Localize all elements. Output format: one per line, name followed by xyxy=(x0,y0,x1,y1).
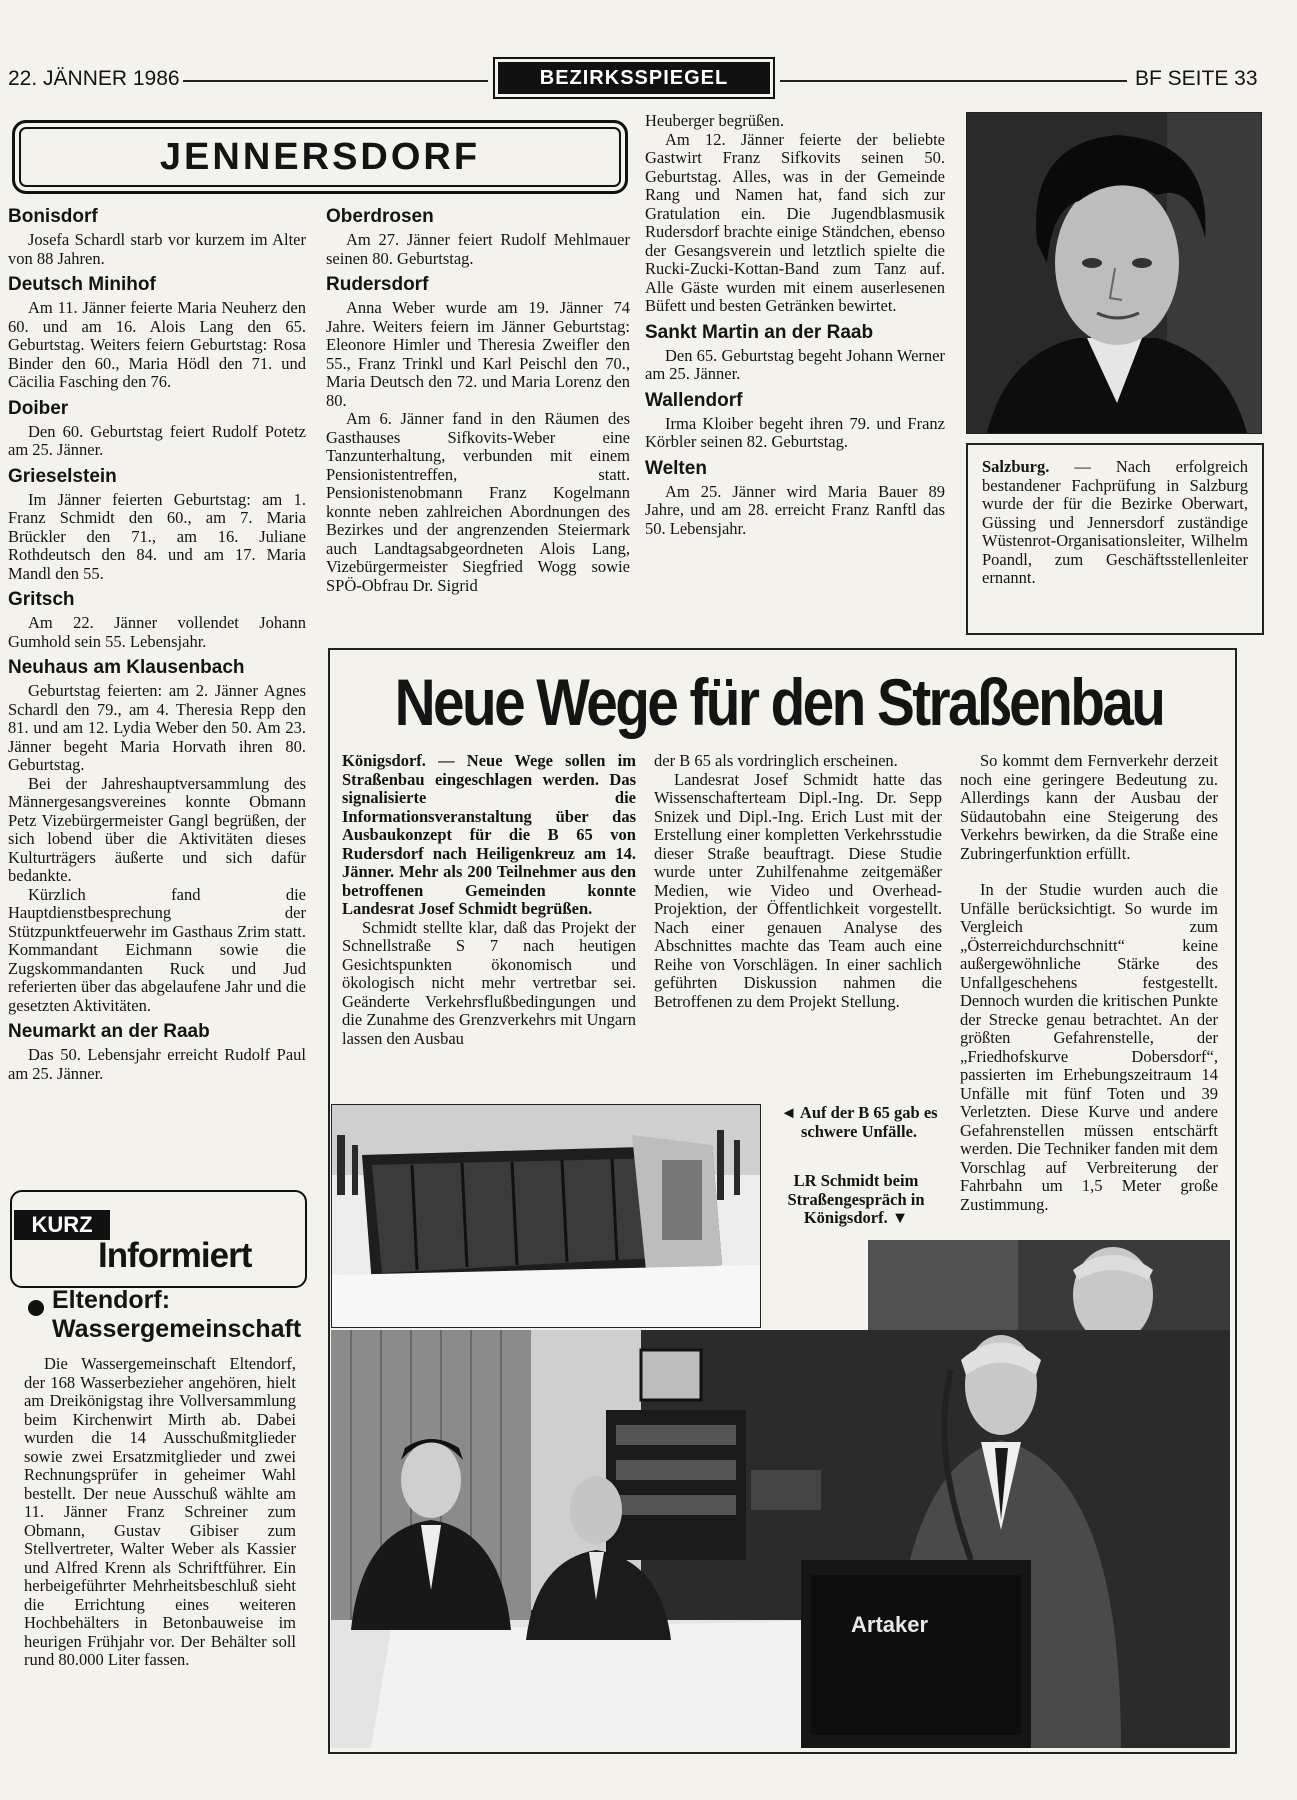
col1-text-6: Das 50. Lebensjahr erreicht Rudolf Paul am 25. Jänner. xyxy=(8,1045,306,1083)
col1-text-5-more-1: Kürzlich fand die Hauptdienstbesprechung der Stützpunktfeuerwehr im Gasthaus Zrim statt. Kommandant Eichmann sowie die Zugskommandanten Ruck und Jud referierten über das abgelaufene Jahr und die gesetzten Aktivitäten. xyxy=(8,884,306,1015)
caption-meeting: LR Schmidt beim Straßengespräch in Königsdorf. ▼ xyxy=(787,1171,925,1227)
col3-heading-0: Sankt Martin an der Raab xyxy=(645,321,874,343)
col3-text-0: Den 65. Geburtstag begeht Johann Werner am 25. Jänner. xyxy=(645,345,945,383)
kurz-headline: Eltendorf: Wassergemeinschaft xyxy=(52,1286,302,1343)
col1-heading-1: Deutsch Minihof xyxy=(8,274,156,295)
column-3 xyxy=(645,112,945,538)
caption-accident: ◄ Auf der B 65 gab es schwere Unfälle. xyxy=(780,1103,938,1141)
article-headline: Neue Wege für den Straßenbau xyxy=(394,665,1164,739)
portrait-photo xyxy=(966,112,1262,434)
col1-text-3: Im Jänner feierten Geburtstag: am 1. Franz Schmidt den 60., am 7. Maria Brückler den 71., am 16. Juliane Rothdeutsch den 84. und am 17. Maria Mandl den 55. xyxy=(8,489,306,583)
col3-paragraph: Am 12. Jänner feierte der beliebte Gastwirt Franz Sifkovits seinen 50. Geburtstag. Alles, was in der Gemeinde Rang und Namen hat, fand sich zur Gratulation ein. Die Jugendblasmusik Rudersdorf brachte einige Ständchen, ebenso der Gesangsverein und letztlich spielte die Rucki-Zucki-Kottan-Band zum Tanz auf. Alle Gäste wurden mit einem auserlesenen Büfett und besten Getränken bewirtet. xyxy=(645,129,945,315)
rubric-label: BEZIRKSSPIEGEL xyxy=(498,62,770,94)
article-column-1 xyxy=(342,752,636,1048)
lectern-label: Artaker xyxy=(851,1612,929,1637)
col1-heading-0: Bonisdorf xyxy=(8,206,98,227)
article-lead: Königsdorf. — Neue Wege sollen im Straßenbau eingeschlagen werden. Das signalisierte die Informationsveranstaltung über das Ausbaukonzept für die B 65 von Rudersdorf nach Heiligenkreuz am 14. Jänner. Mehr als 200 Teilnehmer aus den betroffenen Gemeinden konnte Landesrat Josef Schmidt begrüßen. xyxy=(342,751,636,918)
col2-heading-0: Oberdrosen xyxy=(326,206,434,227)
article-paragraph-2a: der B 65 als vordringlich erscheinen. xyxy=(654,751,898,770)
col1-heading-4: Gritsch xyxy=(8,589,75,610)
col3-heading-2: Welten xyxy=(645,457,707,479)
col2-heading-1: Rudersdorf xyxy=(326,274,429,295)
col1-heading-5: Neuhaus am Klausenbach xyxy=(8,657,245,678)
col1-text-4: Am 22. Jänner vollendet Johann Gumhold sein 55. Lebensjahr. xyxy=(8,613,306,651)
caption-text: — Nach erfolgreich bestandener Fachprüfung in Salzburg wurde der für die Bezirke Oberwart, Güssing und Jennersdorf zuständige Wüstenrot-Organisationsleiter, Wilhelm Poandl, zum Geschäftsstellenleiter ernannt. xyxy=(982,457,1248,587)
col1-heading-6: Neumarkt an der Raab xyxy=(8,1021,210,1042)
page-number: BF SEITE 33 xyxy=(1135,67,1258,90)
article-column-3 xyxy=(960,752,1218,1214)
article-paragraph-4: In der Studie wurden auch die Unfälle berücksichtigt. So wurde im Vergleich zum „Österreichdurchschnitt“ keine außergewöhnliche Stärke des Unfallgeschehens festgestellt. Dennoch wurden die kritischen Punkte der Strecke genau betrachtet. An der größten Gefahrenstelle, der „Friedhofskurve Dobersdorf“, passierten im Erhebungszeitraum 14 Unfälle mit fünf Toten und 39 Verletzten. Diese Kurve und andere Gefahrenstellen müssen entschärft werden. Die Techniker fanden mit dem Vorschlag auf Verbreiterung der Fahrbahn um 1,5 Meter große Zustimmung. xyxy=(960,880,1218,1214)
column-1 xyxy=(8,200,306,1083)
caption-place: Salzburg. xyxy=(982,457,1050,476)
section-title: JENNERSDORF xyxy=(12,120,628,194)
col3-text-2: Am 25. Jänner wird Maria Bauer 89 Jahre, und am 28. erreicht Franz Ranftl das 50. Lebensjahr. xyxy=(645,481,945,538)
col1-text-5-more-0: Bei der Jahreshauptversammlung des Männergesangsvereines konnte Obmann Petz Vizebürgermeister Gangl begrüßen, der sich lobend über die Aktivitäten dieses Kulturträgers äußerte und sich dafür bedankte. xyxy=(8,773,306,885)
col1-text-0: Josefa Schardl starb vor kurzem im Alter von 88 Jahren. xyxy=(8,230,306,268)
kurz-tag: KURZ xyxy=(14,1210,110,1240)
article-paragraph-1: Schmidt stellte klar, daß das Projekt der Schnellstraße S 7 nach heutigen Gesichtspunkten ökonomisch und ökologisch nicht mehr vertretbar sei. Geänderte Verkehrsflußbedingungen und die Zunahme des Grenzverkehrs mit Ungarn lassen den Ausbau xyxy=(342,917,636,1048)
header-rule-left xyxy=(183,80,488,82)
col1-heading-3: Grieselstein xyxy=(8,465,117,487)
bus-image xyxy=(332,1105,760,1327)
meeting-photo xyxy=(331,1330,1230,1748)
col1-text-2: Den 60. Geburtstag feiert Rudolf Potetz am 25. Jänner. xyxy=(8,421,306,459)
col1-text-5: Geburtstag feierten: am 2. Jänner Agnes Schardl den 79., am 4. Theresia Repp den 81. und am 12. Lydia Weber den 50. Am 23. Jänner begeht Maria Horvath ihren 80. Geburtstag. xyxy=(8,681,306,774)
portrait-image xyxy=(967,113,1261,433)
col2-text-1: Anna Weber wurde am 19. Jänner 74 Jahre. Weiters feiern im Jänner Geburtstag: Eleonore Himler und Theresia Zweifler den 55., Franz Trinkl und Karl Peischl den 70., Maria Deutsch den 72. und Maria Lorenz den 80. xyxy=(326,298,630,410)
portrait-caption xyxy=(966,443,1264,635)
kurz-text: Die Wassergemeinschaft Eltendorf, der 168 Wasserbezieher angehören, hielt am Dreikönigstag ihre Vollversammlung beim Kirchenwirt Mirth ab. Dabei wurden die 14 Ausschußmitglieder sowie zwei Ersatzmitglieder und zwei Rechnungsprüfer in geheimer Wahl bestellt. Der neue Ausschuß wählte am 11. Jänner Franz Schreiner zum Obmann, Gustav Gibiser zum Stellvertreter, Walter Weber als Kassier und Alfred Krenn als Schriftführer. Ein herbeigeführter Mehrheitsbeschluß sieht die Errichtung eines weiteren Hochbehälters in Betonbauweise im heurigen Frühjahr vor. Der Behälter soll rund 80.000 Liter fassen. xyxy=(24,1354,296,1669)
article-paragraph-3: So kommt dem Fernverkehr derzeit noch eine geringere Bedeutung zu. Allerdings kann der Ausbau der Südautobahn eine Steigerung des Verkehrs bewirken, da die Straße eine Zubringerfunktion erfüllt. xyxy=(960,751,1218,863)
kurz-title: Informiert xyxy=(98,1236,252,1275)
issue-date: 22. JÄNNER 1986 xyxy=(8,67,180,90)
article-column-2 xyxy=(654,752,942,1011)
col3-lead: Heuberger begrüßen. xyxy=(645,111,784,130)
col1-heading-2: Doiber xyxy=(8,397,69,419)
kurz-informiert-box xyxy=(10,1190,305,1742)
meeting-photo-top xyxy=(868,1240,1230,1330)
meeting-image xyxy=(331,1330,1230,1748)
col3-heading-1: Wallendorf xyxy=(645,389,743,411)
column-2 xyxy=(326,200,630,595)
header-rule-right xyxy=(780,80,1127,82)
meeting-image-top xyxy=(868,1240,1230,1330)
article-paragraph-2: Landesrat Josef Schmidt hatte das Wissenschafterteam Dipl.-Ing. Dr. Sepp Snizek und Dipl.-Ing. Erich Lust mit der Erstellung einer kompletten Verkehrsstudie dieser Straße beauftragt. Diese Studie wurde unter Zuhilfenahme zeitgemäßer Medien, wie Video und Overhead-Projektion, der Öffentlichkeit vorgestellt. Nach einer genauen Analyse des Abschnittes machte das Team auch eine Reihe von Vorschlägen. In einer sachlich geführten Diskussion nahmen die Betroffenen zu dem Projekt Stellung. xyxy=(654,769,942,1011)
bus-accident-photo xyxy=(331,1104,761,1328)
col2-text-0: Am 27. Jänner feiert Rudolf Mehlmauer seinen 80. Geburtstag. xyxy=(326,230,630,268)
col1-text-1: Am 11. Jänner feierte Maria Neuherz den 60. und am 16. Alois Lang den 65. Geburtstag. Weiters feiern Geburtstag: Rosa Binder den 60., Maria Hödl den 71. und Cäcilia Fasching den 76. xyxy=(8,298,306,391)
col2-text-1-more-0: Am 6. Jänner fand in den Räumen des Gasthauses Sifkovits-Weber eine Tanzunterhaltung, verbunden mit einem Pensionistentreffen, statt. Pensionistenobmann Franz Kogelmann konnte neben zahlreichen Abordnungen des Bezirkes und der angrenzenden Steiermark auch Landtagsabgeordneten Alois Lang, Vizebürgermeister Siegfried Wogg sowie SPÖ-Obfrau Dr. Sigrid xyxy=(326,409,630,595)
col3-text-1: Irma Kloiber begeht ihren 79. und Franz Körbler seinen 82. Geburtstag. xyxy=(645,413,945,451)
kurz-bullet-icon xyxy=(28,1300,44,1316)
